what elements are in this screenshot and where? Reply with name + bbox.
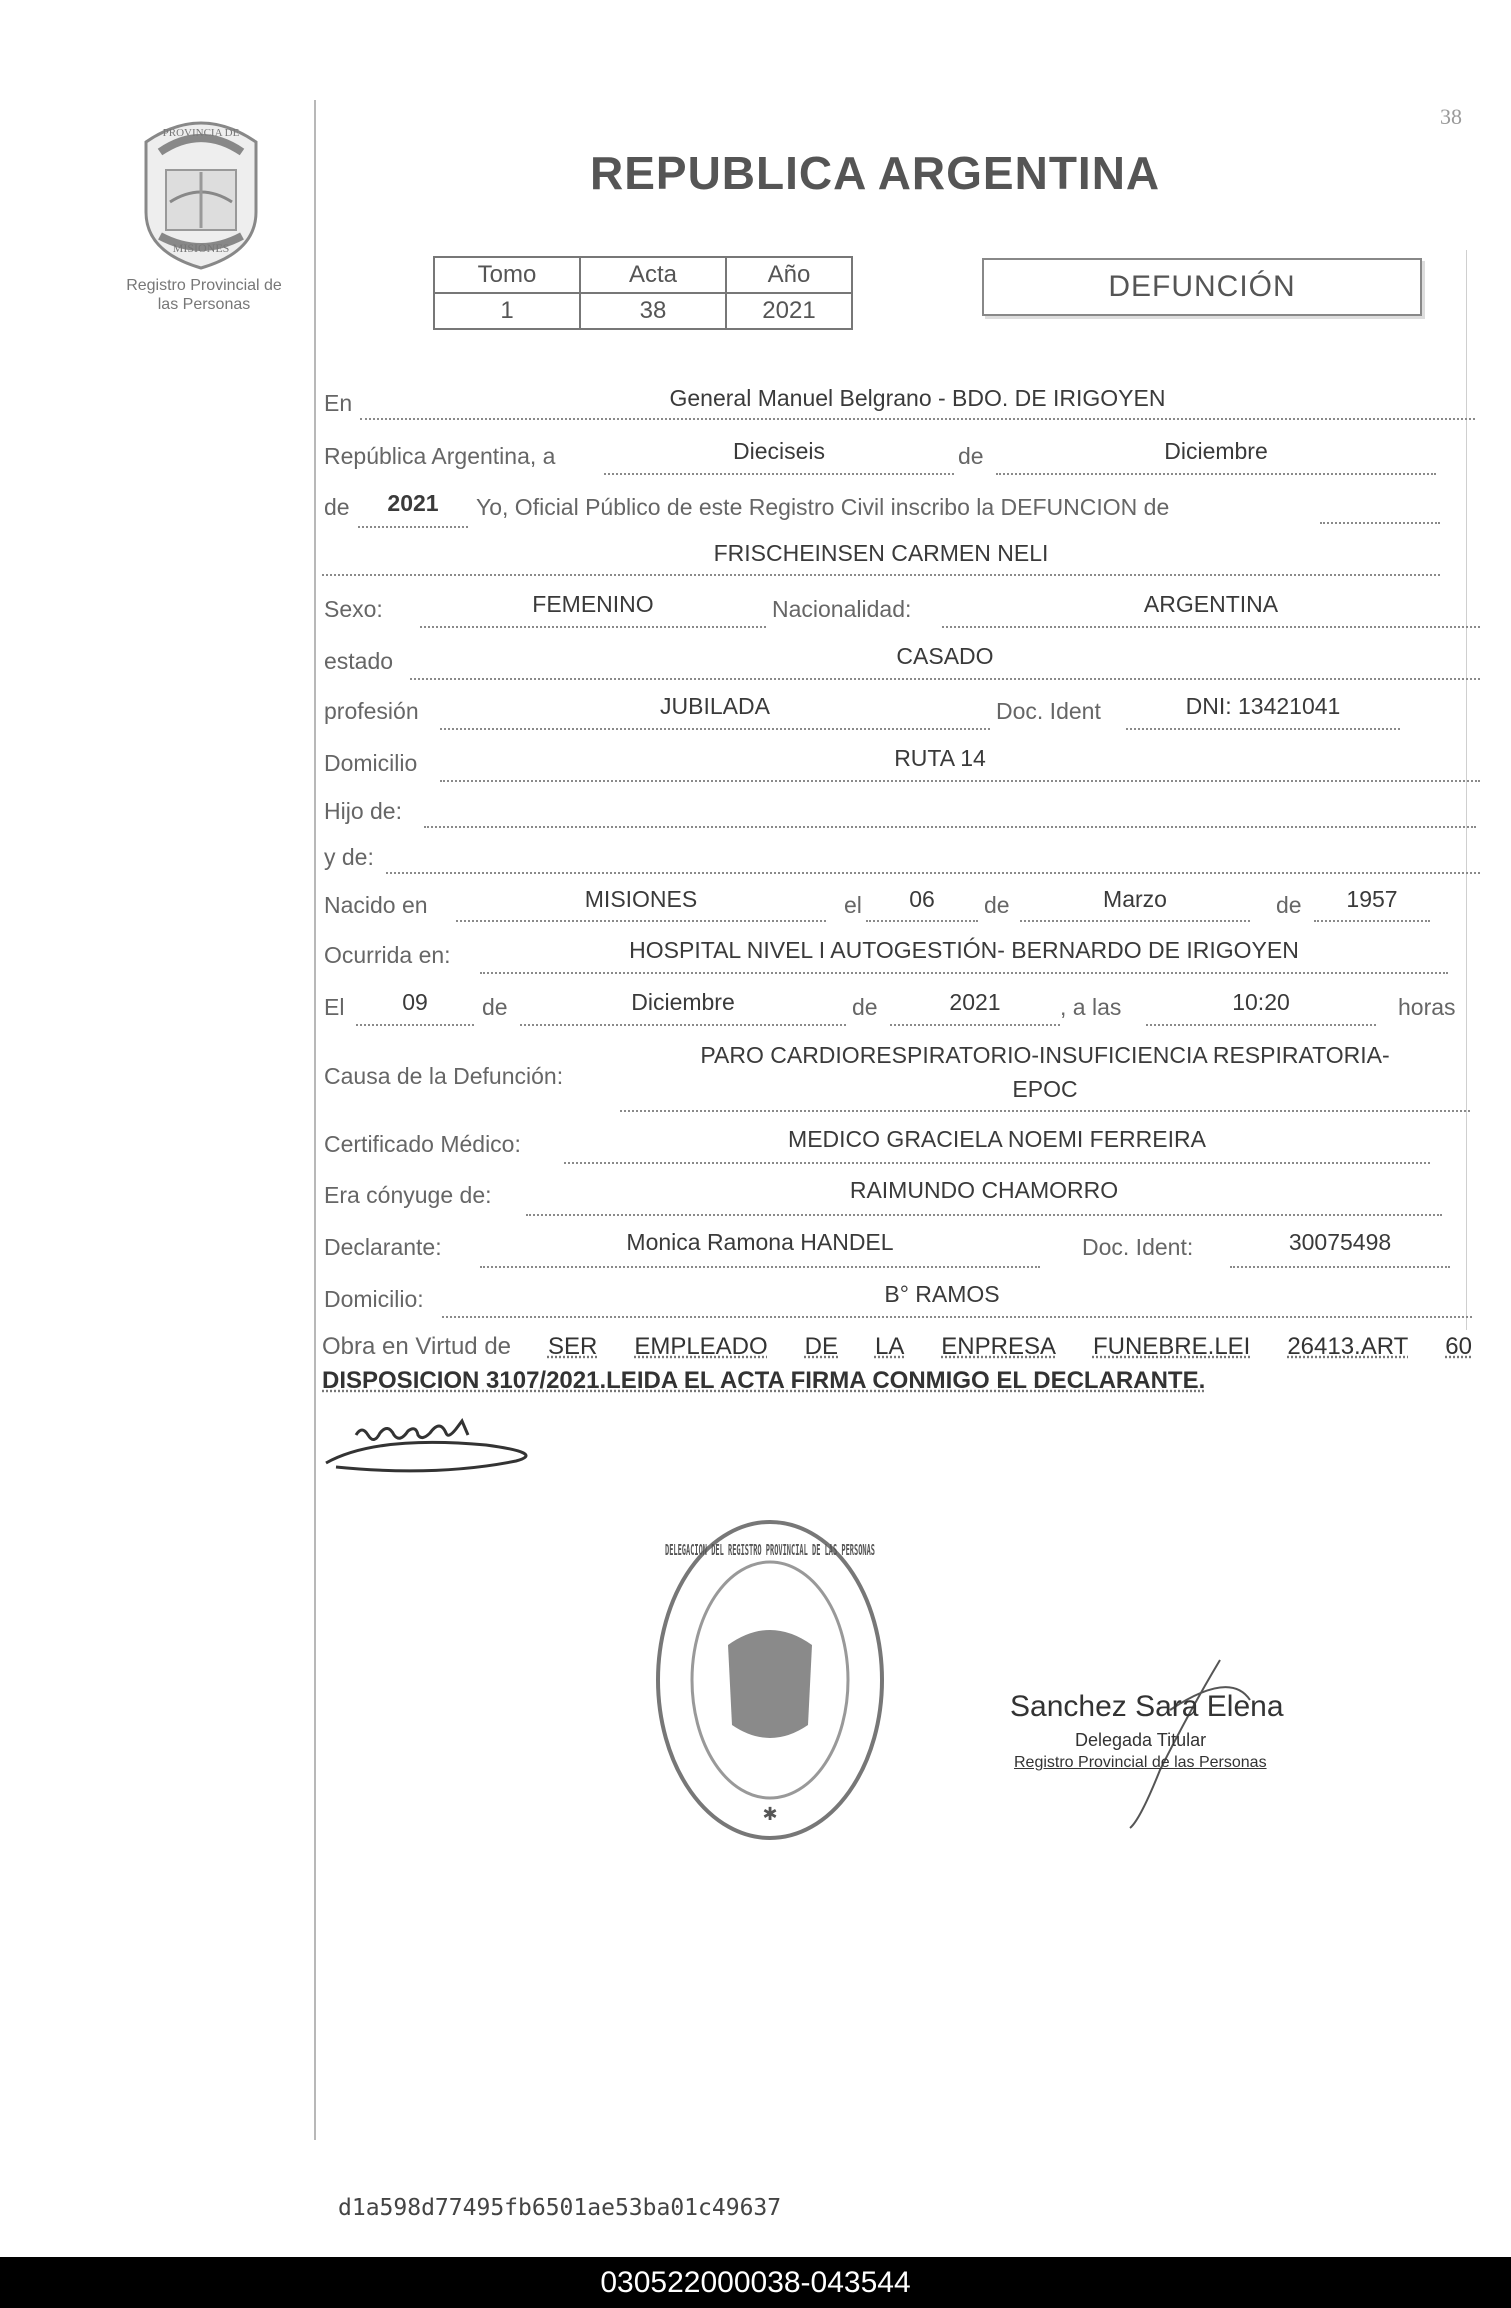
obra-word: 60 <box>1445 1333 1472 1360</box>
birth-day-dotted-line <box>866 920 978 922</box>
obra-word: EMPLEADO <box>634 1333 768 1360</box>
birth-month-dotted-line <box>1020 920 1250 922</box>
nacido-dotted-line <box>456 920 826 922</box>
en-label: En <box>324 390 353 416</box>
declarant-signature <box>316 1415 546 1485</box>
certificado-dotted-line <box>564 1162 1430 1164</box>
month-value: Diciembre <box>1164 438 1268 464</box>
document-hash: d1a598d77495fb6501ae53ba01c49637 <box>338 2195 782 2221</box>
nacido-label: Nacido en <box>324 892 428 918</box>
birth-month: Marzo <box>1103 886 1167 912</box>
death-time: 10:20 <box>1232 989 1290 1015</box>
page-number: 38 <box>1440 104 1462 129</box>
hijo-label: Hijo de: <box>324 798 402 824</box>
ocurrida-label: Ocurrida en: <box>324 942 451 968</box>
en-dotted-line <box>360 418 1475 420</box>
official-title: Delegada Titular <box>1075 1730 1207 1750</box>
alas-label: , a las <box>1060 994 1122 1020</box>
nacido-value: MISIONES <box>584 886 698 912</box>
page-title: REPUBLICA ARGENTINA <box>590 147 1161 199</box>
birth-day: 06 <box>909 886 935 912</box>
sexo-dotted-line <box>420 626 766 628</box>
decl-doc-value: 30075498 <box>1288 1229 1392 1255</box>
death-month: Diciembre <box>631 989 735 1015</box>
obra-word: SER <box>547 1333 598 1360</box>
official-name: Sanchez Sara Elena <box>1010 1690 1284 1723</box>
act-table-header: Año <box>726 257 852 293</box>
obra-line2-text: DISPOSICION 3107/2021.LEIDA EL ACTA FIRMA CONMIGO EL DECLARANTE. <box>322 1367 1206 1394</box>
death-day-dotted-line <box>356 1024 474 1026</box>
de-label: de <box>958 443 984 469</box>
decl-doc-dotted-line <box>1230 1266 1450 1268</box>
act-table-header-row <box>434 257 852 293</box>
year-value: 2021 <box>387 490 439 516</box>
right-margin-line <box>1466 250 1467 1330</box>
declarant-signature-text: monica <box>376 1434 415 1448</box>
birth-de2-label: de <box>1276 892 1302 918</box>
causa-dotted-line <box>620 1110 1470 1112</box>
yde-label: y de: <box>324 844 374 870</box>
conyuge-label: Era cónyuge de: <box>324 1182 492 1208</box>
ocurrida-dotted-line <box>480 972 1448 974</box>
year-de-label: de <box>324 494 350 520</box>
obra-paragraph <box>322 1330 1472 1398</box>
decl-domicilio-value: B° RAMOS <box>884 1281 1000 1307</box>
act-table-value-row <box>434 293 852 329</box>
republica-label: República Argentina, a <box>324 443 556 469</box>
year-dotted-line <box>358 526 468 528</box>
act-table-header: Acta <box>580 257 726 293</box>
declarante-label: Declarante: <box>324 1234 442 1260</box>
seal-star-icon: ✱ <box>762 1804 778 1824</box>
obra-line1 <box>322 1330 1472 1364</box>
document-type-box: DEFUNCIÓN <box>982 258 1422 316</box>
profesion-value: JUBILADA <box>660 693 770 719</box>
en-value: General Manuel Belgrano - BDO. DE IRIGOYEN <box>669 385 1166 411</box>
official-org: Registro Provincial de las Personas <box>1014 1754 1267 1771</box>
nacionalidad-label: Nacionalidad: <box>772 596 912 622</box>
registry-label <box>104 276 304 314</box>
death-time-dotted-line <box>1146 1024 1376 1026</box>
month-dotted-line <box>996 473 1436 475</box>
act-table-header: Tomo <box>434 257 580 293</box>
obra-word: DE <box>804 1333 838 1360</box>
hijo-dotted-line <box>424 826 1476 828</box>
obra-line2 <box>322 1364 1472 1398</box>
conyuge-dotted-line <box>526 1214 1442 1216</box>
official-dotted-line <box>1320 522 1440 524</box>
provincial-crest-icon <box>130 112 272 270</box>
doc-ident-dotted-line <box>1126 728 1400 730</box>
decl-domicilio-dotted-line <box>442 1316 1472 1318</box>
decl-doc-label: Doc. Ident: <box>1082 1234 1194 1260</box>
domicilio-dotted-line <box>440 780 1480 782</box>
sexo-label: Sexo: <box>324 596 383 622</box>
official-signature-block <box>1000 1650 1340 1830</box>
left-margin-line <box>314 100 316 2140</box>
obra-word: LA <box>874 1333 905 1360</box>
death-day: 09 <box>402 989 428 1015</box>
obra-lead: Obra en Virtud de <box>322 1333 512 1360</box>
death-de-label: de <box>482 994 508 1020</box>
footer-code: 030522000038-043544 <box>0 2257 1511 2308</box>
causa-line2: EPOC <box>1012 1076 1078 1102</box>
profesion-dotted-line <box>440 728 990 730</box>
act-table-cell: 1 <box>434 293 580 329</box>
ocurrida-value: HOSPITAL NIVEL I AUTOGESTIÓN- BERNARDO DE IRIGOYEN <box>629 937 1299 963</box>
estado-value: CASADO <box>896 643 994 669</box>
obra-word: ENPRESA <box>941 1333 1056 1360</box>
death-month-dotted-line <box>520 1024 846 1026</box>
declarante-value: Monica Ramona HANDEL <box>626 1229 894 1255</box>
estado-label: estado <box>324 648 394 674</box>
yde-dotted-line <box>386 872 1480 874</box>
horas-label: horas <box>1398 994 1456 1020</box>
act-table-cell: 2021 <box>726 293 852 329</box>
certificado-value: MEDICO GRACIELA NOEMI FERREIRA <box>788 1126 1206 1152</box>
causa-line1: PARO CARDIORESPIRATORIO-INSUFICIENCIA RESPIRATORIA- <box>700 1042 1390 1068</box>
registry-label-line1: Registro Provincial de <box>126 277 282 294</box>
birth-year-dotted-line <box>1314 920 1430 922</box>
decl-domicilio-label: Domicilio: <box>324 1286 424 1312</box>
seal-text: DELEGACION DEL REGISTRO PROVINCIAL DE LAS PERSONAS <box>665 1541 875 1559</box>
doc-ident-label: Doc. Ident <box>996 698 1101 724</box>
crest-text-bottom: MISIONES <box>172 241 230 255</box>
birth-year: 1957 <box>1346 886 1398 912</box>
act-table-cell: 38 <box>580 293 726 329</box>
official-text: Yo, Oficial Público de este Registro Civil inscribo la DEFUNCION de <box>476 494 1170 520</box>
domicilio-label: Domicilio <box>324 750 418 776</box>
death-el-label: El <box>324 994 345 1020</box>
deceased-name: FRISCHEINSEN CARMEN NELI <box>713 540 1049 566</box>
death-year-dotted-line <box>890 1024 1060 1026</box>
nacionalidad-dotted-line <box>942 626 1480 628</box>
birth-de-label: de <box>984 892 1010 918</box>
estado-dotted-line <box>410 678 1480 680</box>
day-value: Dieciseis <box>732 438 826 464</box>
obra-word: 26413.ART <box>1287 1333 1409 1360</box>
causa-label: Causa de la Defunción: <box>324 1063 564 1089</box>
registry-label-line2: las Personas <box>157 296 251 313</box>
act-table <box>433 256 853 330</box>
birth-el-label: el <box>844 892 862 918</box>
day-dotted-line <box>604 473 954 475</box>
domicilio-value: RUTA 14 <box>894 745 986 771</box>
doc-ident-value: DNI: 13421041 <box>1185 693 1341 719</box>
death-year: 2021 <box>949 989 1001 1015</box>
name-dotted-line <box>322 574 1440 576</box>
certificado-label: Certificado Médico: <box>324 1131 521 1157</box>
crest-text-top: PROVINCIA DE <box>162 127 240 139</box>
nacionalidad-value: ARGENTINA <box>1143 591 1279 617</box>
conyuge-value: RAIMUNDO CHAMORRO <box>849 1177 1119 1203</box>
official-seal <box>650 1515 890 1845</box>
death-de2-label: de <box>852 994 878 1020</box>
obra-word: FUNEBRE.LEI <box>1092 1333 1251 1360</box>
sexo-value: FEMENINO <box>532 591 654 617</box>
declarante-dotted-line <box>480 1266 1040 1268</box>
profesion-label: profesión <box>324 698 419 724</box>
